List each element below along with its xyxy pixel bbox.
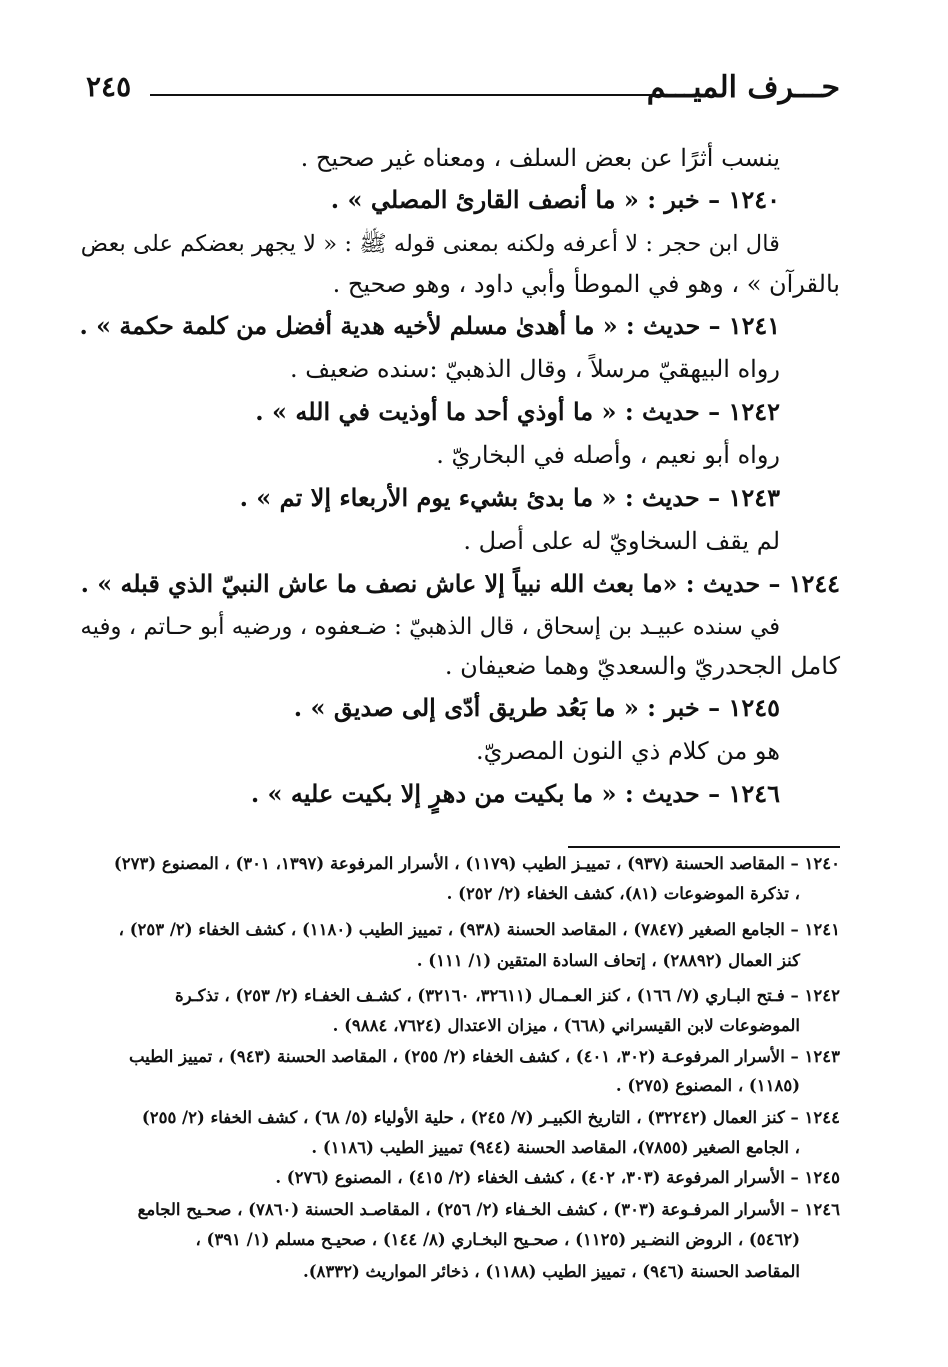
body-line: رواه البيهقيّ مرسلاً ، وقال الذهبيّ :سنده ضعيف .: [290, 355, 780, 383]
footnote-line: (٥٤٦٢) ، الروض النضـير (١١٢٥) ، صحـيح البخـاري (٨/ ١٤٤) ، صحيـح مسلم (١/ ٣٩١) ،: [195, 1230, 800, 1249]
footnote-line: ، تذكرة الموضوعات (٨١)، كشف الخفاء (٢/ ٢٥٢) .: [446, 884, 800, 903]
hadith-entry-1242: ١٢٤٢ – حديث : « ما أوذي أحد ما أوذيت في الله » .: [255, 397, 780, 426]
footnote-line: ، الجامع الصغير (٧٨٥٥)، المقاصد الحسنة (٩٤٤) تمييز الطيب (١١٨٦) .: [311, 1138, 800, 1157]
body-line: قال ابن حجر : لا أعرفه ولكنه بمعنى قوله ﷺ : « لا يجهر بعضكم على بعض: [80, 231, 780, 257]
hadith-entry-1241: ١٢٤١ – حديث : « ما أهدىٰ مسلم لأخيه هدية أفضل من كلمة حكمة » .: [79, 312, 780, 340]
body-line: ينسب أثرًا عن بعض السلف ، ومعناه غير صحيح .: [300, 144, 780, 172]
footnote-line: ١٢٤٠ – المقاصد الحسنة (٩٣٧) ، تمييـز الطيب (١١٧٩) ، الأسرار المرفوعة (١٣٩٧، ٣٠١) ، المصنوع (٢٧٣): [113, 854, 840, 873]
header-rule: [150, 94, 710, 96]
footnote-line: ١٢٤٣ – الأسرار المرفوعـة (٣٠٢، ٤٠١) ، كشف الخفاء (٢/ ٢٥٥) ، المقاصد الحسنة (٩٤٣) ، تمييز الطيب: [128, 1047, 840, 1066]
footnote-line: كنز العمال (٢٨٨٩٢) ، إتحاف السادة المتقين (١/ ١١١) .: [416, 951, 800, 970]
hadith-entry-1245: ١٢٤٥ – خبر : « ما بَعُد طريق أدّى إلى صديق » .: [293, 693, 780, 722]
footnote-rule: [568, 846, 840, 848]
body-line: بالقرآن » ، وهو في الموطأ وأبي داود ، وهو صحيح .: [332, 270, 840, 298]
body-line: كامل الجحدريّ والسعديّ وهما ضعيفان .: [444, 652, 840, 680]
footnote-line: الموضوعات لابن القيسراني (٦٦٨) ، ميزان الاعتدال (٧٦٢٤، ٩٨٨٤) .: [332, 1016, 800, 1035]
footnote-line: المقاصد الحسنة (٩٤٦) ، تمييز الطيب (١١٨٨) ، ذخائر المواريث (٨٣٣٢).: [302, 1262, 800, 1281]
running-header-title: حـــرف الميـــم: [646, 70, 840, 105]
footnote-line: (١١٨٥) ، المصنوع (٢٧٥) .: [615, 1076, 800, 1095]
body-line: لم يقف السخاويّ له على أصل .: [463, 527, 780, 555]
footnote-line: ١٢٤١ – الجامع الصغير (٧٨٤٧) ، المقاصد الحسنة (٩٣٨) ، تمييز الطيب (١١٨٠) ، كشف الخفاء (٢/ ٢٥٣) ،: [118, 920, 840, 939]
hadith-entry-1240: ١٢٤٠ – خبر : « ما أنصف القارئ المصلي » .: [330, 185, 780, 214]
hadith-entry-1246: ١٢٤٦ – حديث : « ما بكيت من دهرٍ إلا بكيت عليه » .: [250, 779, 780, 808]
footnote-line: ١٢٤٥ – الأسرار المرفوعة (٣٠٣، ٤٠٢) ، كشف الخفاء (٢/ ٤١٥) ، المصنوع (٢٧٦) .: [275, 1168, 840, 1187]
page-number: ٢٤٥: [86, 70, 132, 103]
footnote-line: ١٢٤٤ – كنز العمال (٣٢٢٤٢) ، التاريخ الكبيـر (٧/ ٢٤٥) ، حلية الأولياء (٥/ ٦٨) ، كشف الخفاء (٢/ ٢٥٥): [141, 1108, 840, 1127]
body-line: هو من كلام ذي النون المصريّ.: [476, 737, 780, 765]
body-line: رواه أبو نعيم ، وأصله في البخاريّ .: [436, 441, 780, 469]
footnote-line: ١٢٤٢ – فـتح البـاري (٧/ ١٦٦) ، كنز العـمـال (٣٢٦١١، ٣٢١٦٠) ، كشـف الخفـاء (٢/ ٢٥٣) ، تذكـرة: [175, 986, 840, 1005]
hadith-entry-1243: ١٢٤٣ – حديث : « ما بدئ بشيء يوم الأربعاء إلا تم » .: [239, 483, 780, 512]
body-line: في سنده عبيـد بن إسحاق ، قال الذهبيّ : ضـعفوه ، ورضيه أبو حـاتم ، وفيه: [80, 614, 780, 640]
hadith-entry-1244: ١٢٤٤ – حديث : «ما بعث الله نبياً إلا عاش نصف ما عاش النبيّ الذي قبله » .: [80, 570, 840, 598]
footnote-line: ١٢٤٦ – الأسرار المرفـوعة (٣٠٣) ، كشف الخـفاء (٢/ ٢٥٦) ، المقاصـد الحسنة (٧٨٦٠) ، صحـيح الجامع: [137, 1200, 840, 1219]
